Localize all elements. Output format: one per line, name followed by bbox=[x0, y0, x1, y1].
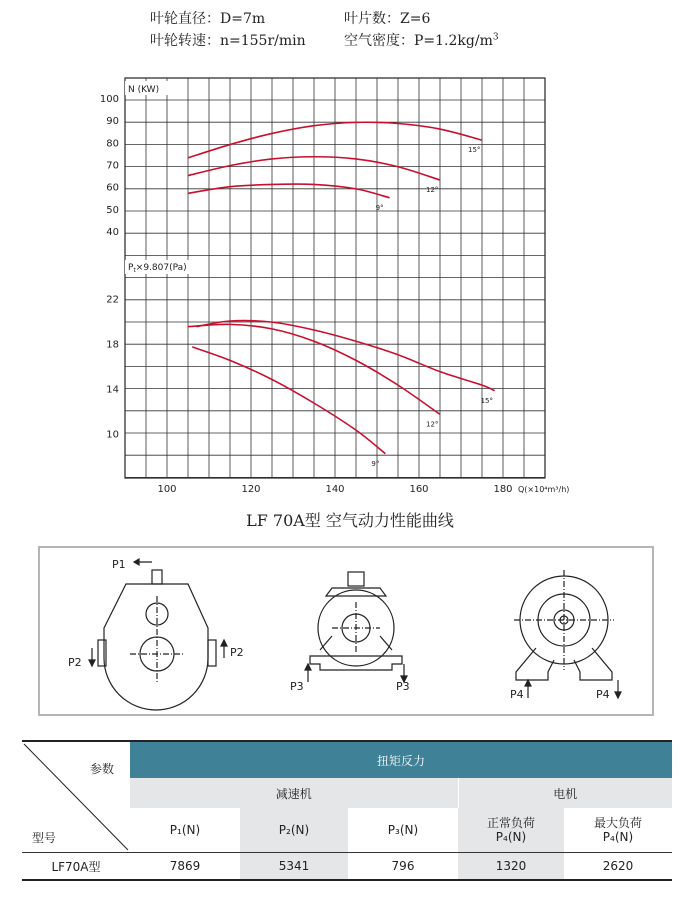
series-label: 15° bbox=[468, 146, 481, 155]
cell-p1: 7869 bbox=[130, 853, 240, 881]
x-tick-label: 160 bbox=[409, 484, 429, 495]
cell-p4-normal: 1320 bbox=[458, 853, 564, 881]
cell-model: LF70A型 bbox=[22, 853, 130, 881]
chart-grid bbox=[125, 78, 545, 478]
x-tick-label: 180 bbox=[493, 484, 513, 495]
air-density: 空气密度：$P=1.2kg/m^3$ bbox=[344, 32, 499, 49]
p2-left-label: P2 bbox=[68, 656, 82, 669]
x-tick-label: 140 bbox=[325, 484, 345, 495]
y-tick-label: 10 bbox=[106, 429, 119, 441]
y-tick-label: 50 bbox=[106, 204, 119, 216]
blade-count: 叶片数：Z=6 bbox=[344, 11, 431, 27]
torque-diagram-panel bbox=[38, 546, 654, 716]
p4-left-label: P4 bbox=[510, 688, 524, 701]
col-p1: P₁(N) bbox=[130, 808, 240, 853]
motor-group-header: 电机 bbox=[458, 778, 672, 808]
param-header: 参数 bbox=[90, 762, 115, 776]
p3-left-label: P3 bbox=[290, 680, 304, 693]
y-tick-label: 14 bbox=[106, 384, 119, 396]
col-p4-normal: 正常负荷 P₄(N) bbox=[458, 808, 564, 853]
table-row bbox=[22, 853, 672, 881]
series-label: 15° bbox=[480, 396, 494, 405]
x-axis-label: Q(×10⁴m³/h) bbox=[518, 485, 570, 494]
cell-p3: 796 bbox=[348, 853, 458, 881]
chart-title: LF 70A型 空气动力性能曲线 bbox=[246, 511, 454, 530]
torque-diagram bbox=[40, 548, 656, 718]
torque-table bbox=[22, 740, 672, 881]
impeller-speed: 叶轮转速：n=155r/min bbox=[150, 33, 306, 49]
y-tick-label: 70 bbox=[106, 160, 119, 172]
x-tick-label: 120 bbox=[241, 484, 261, 495]
curve-pressure-9deg bbox=[192, 347, 385, 454]
col-p2: P₂(N) bbox=[240, 808, 348, 853]
series-label: 12° bbox=[426, 186, 439, 195]
series-label: 9° bbox=[375, 203, 384, 212]
chart-labels bbox=[100, 94, 513, 495]
series-label: 12° bbox=[426, 420, 439, 429]
motor-view bbox=[514, 570, 621, 698]
series-label: 9° bbox=[371, 459, 380, 468]
y-tick-label: 90 bbox=[106, 116, 119, 128]
p2-right-label: P2 bbox=[230, 646, 244, 659]
p4-right-label: P4 bbox=[596, 688, 610, 701]
reducer-front-view bbox=[89, 559, 227, 710]
y-tick-label: 40 bbox=[106, 227, 119, 238]
y-tick-label: 22 bbox=[106, 294, 119, 306]
p1-label: P1 bbox=[112, 558, 126, 571]
table-corner bbox=[22, 741, 130, 853]
reducer-group-header: 减速机 bbox=[130, 778, 458, 808]
curve-power-9deg bbox=[188, 184, 390, 198]
upper-ylabel: N (KW) bbox=[128, 85, 160, 95]
chart-curves bbox=[188, 122, 495, 454]
x-tick-label: 100 bbox=[157, 484, 177, 495]
y-tick-label: 80 bbox=[106, 138, 119, 150]
lower-ylabel: $P_t\times 9.807(Pa)$ bbox=[128, 263, 187, 274]
y-tick-label: 18 bbox=[106, 339, 119, 351]
cell-p2: 5341 bbox=[240, 853, 348, 881]
y-tick-label: 60 bbox=[106, 182, 119, 194]
y-tick-label: 100 bbox=[99, 94, 119, 105]
model-header: 型号 bbox=[32, 831, 57, 845]
col-p4-max: 最大负荷 P₄(N) bbox=[564, 808, 672, 853]
reducer-side-view bbox=[305, 572, 407, 682]
p3-right-label: P3 bbox=[396, 680, 410, 693]
col-p3: P₃(N) bbox=[348, 808, 458, 853]
cell-p4-max: 2620 bbox=[564, 853, 672, 881]
torque-reaction-header: 扭矩反力 bbox=[130, 741, 672, 778]
impeller-diameter: 叶轮直径：D=7m bbox=[150, 11, 266, 27]
